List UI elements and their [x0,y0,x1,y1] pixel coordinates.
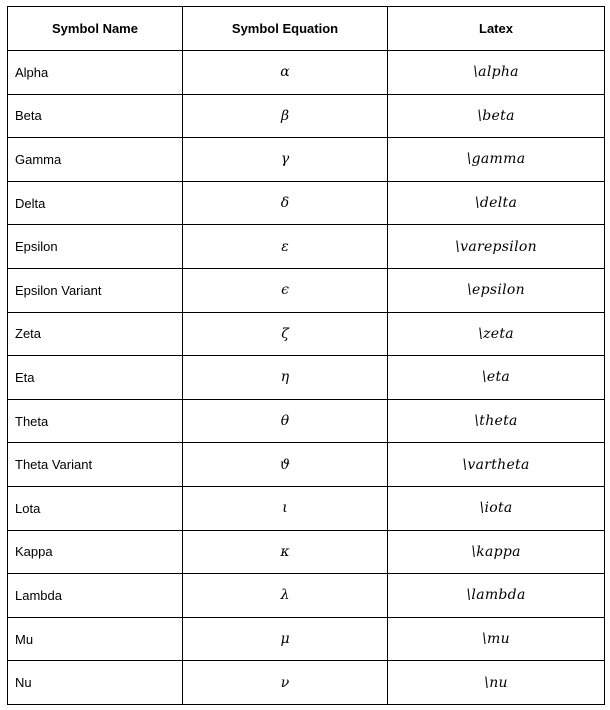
table-row [8,225,605,269]
symbol-equation-cell: ν [183,661,388,705]
symbol-name-cell: Beta [8,94,183,138]
symbol-name-cell: Lambda [8,574,183,618]
symbol-name-cell: Zeta [8,312,183,356]
table-row [8,617,605,661]
latex-cell: \eta [388,356,605,400]
symbol-name-cell: Gamma [8,138,183,182]
latex-cell: \delta [388,181,605,225]
latex-cell: \lambda [388,574,605,618]
table-row [8,574,605,618]
symbol-equation-cell: λ [183,574,388,618]
symbol-equation-cell: η [183,356,388,400]
table-row [8,138,605,182]
symbol-equation-cell: δ [183,181,388,225]
table-row [8,94,605,138]
table-row [8,181,605,225]
latex-cell: \epsilon [388,268,605,312]
table-row [8,268,605,312]
latex-cell: \theta [388,399,605,443]
symbol-equation-cell: θ [183,399,388,443]
symbol-equation-cell: ϵ [183,268,388,312]
symbol-name-cell: Theta [8,399,183,443]
symbol-equation-cell: ι [183,486,388,530]
latex-cell: \mu [388,617,605,661]
symbol-name-cell: Alpha [8,51,183,95]
latex-cell: \kappa [388,530,605,574]
latex-cell: \beta [388,94,605,138]
symbol-name-cell: Epsilon Variant [8,268,183,312]
symbol-name-cell: Lota [8,486,183,530]
table-header [8,7,605,51]
table-row [8,443,605,487]
latex-cell: \zeta [388,312,605,356]
symbol-name-cell: Theta Variant [8,443,183,487]
symbol-name-cell: Nu [8,661,183,705]
symbol-name-cell: Eta [8,356,183,400]
header-symbol-equation: Symbol Equation [183,7,388,51]
table-row [8,312,605,356]
symbol-name-cell: Delta [8,181,183,225]
table-row [8,661,605,705]
latex-cell: \nu [388,661,605,705]
table-body [8,51,605,705]
symbol-equation-cell: γ [183,138,388,182]
greek-symbol-table [7,6,605,705]
latex-cell: \varepsilon [388,225,605,269]
header-symbol-name: Symbol Name [8,7,183,51]
symbol-equation-cell: ϑ [183,443,388,487]
symbol-equation-cell: κ [183,530,388,574]
latex-cell: \vartheta [388,443,605,487]
symbol-equation-cell: ε [183,225,388,269]
latex-cell: \iota [388,486,605,530]
header-row [8,7,605,51]
table-row [8,530,605,574]
symbol-equation-cell: α [183,51,388,95]
symbol-equation-cell: μ [183,617,388,661]
symbol-equation-cell: β [183,94,388,138]
latex-cell: \alpha [388,51,605,95]
symbol-name-cell: Kappa [8,530,183,574]
table-row [8,399,605,443]
table-row [8,356,605,400]
symbol-equation-cell: ζ [183,312,388,356]
table-row [8,486,605,530]
symbol-name-cell: Epsilon [8,225,183,269]
table-row [8,51,605,95]
symbol-name-cell: Mu [8,617,183,661]
latex-cell: \gamma [388,138,605,182]
header-latex: Latex [388,7,605,51]
